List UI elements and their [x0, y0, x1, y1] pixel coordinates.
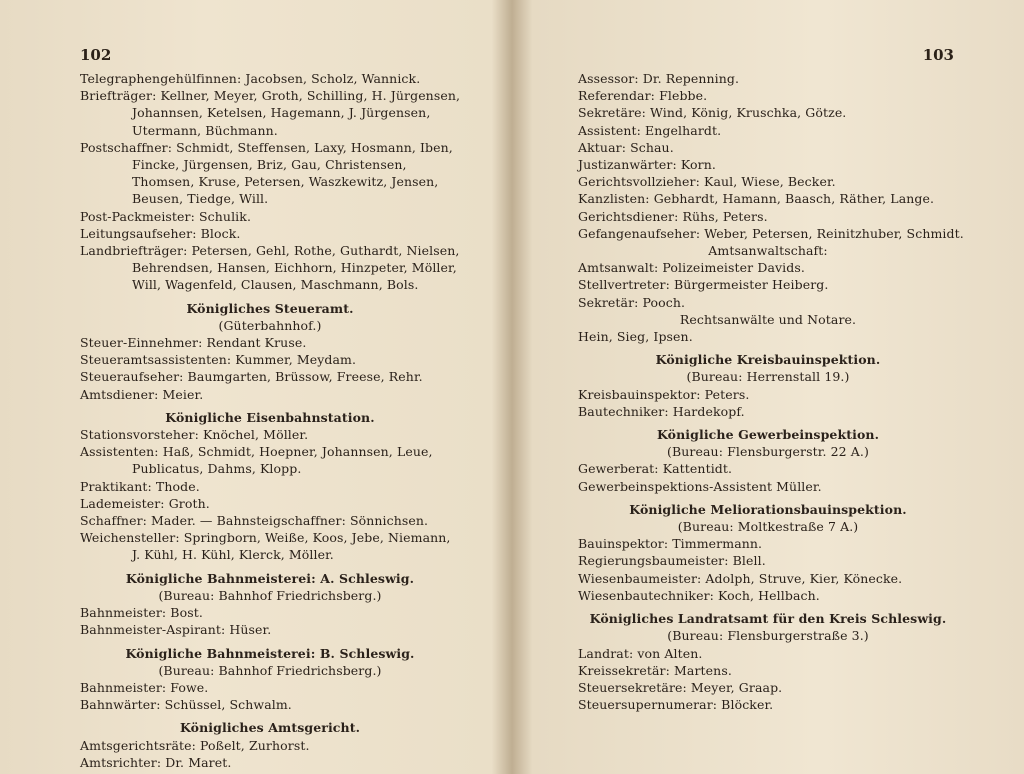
section-subheading: (Bureau: Moltkestraße 7 A.): [677, 519, 859, 535]
section-heading: Königliches Landratsamt für den Kreis Schleswig.: [589, 611, 947, 627]
text-line: Bauinspektor: Timmermann.: [578, 536, 763, 552]
text-line: Leitungsaufseher: Block.: [80, 225, 241, 241]
text-line: Praktikant: Thode.: [80, 478, 200, 494]
text-line: Gewerbeinspektions-Assistent Müller.: [578, 478, 822, 494]
text-line: Gerichtsdiener: Rühs, Peters.: [578, 208, 768, 224]
text-line: Sekretär: Pooch.: [578, 294, 686, 310]
section-subheading: (Bureau: Bahnhof Friedrichsberg.): [158, 587, 382, 603]
text-line: Stellvertreter: Bürgermeister Heiberg.: [578, 277, 829, 293]
text-line: Steuersupernumerar: Blöcker.: [578, 697, 774, 713]
text-line: Post-Packmeister: Schulik.: [80, 208, 252, 224]
section-subheading: Amtsanwaltschaft:: [708, 243, 828, 259]
section-heading: Königliche Eisenbahnstation.: [165, 409, 375, 425]
text-line: Publicatus, Dahms, Klopp.: [132, 461, 302, 477]
section-heading: Königliche Bahnmeisterei: A. Schleswig.: [125, 570, 415, 586]
text-line: Steueramtsassistenten: Kummer, Meydam.: [80, 352, 357, 368]
right-page: [512, 0, 1024, 774]
text-line: Fincke, Jürgensen, Briz, Gau, Christensen,: [132, 157, 407, 173]
text-line: Kanzlisten: Gebhardt, Hamann, Baasch, Räther, Lange.: [578, 191, 935, 207]
section-subheading: (Bureau: Bahnhof Friedrichsberg.): [158, 662, 382, 678]
text-line: Landbriefträger: Petersen, Gehl, Rothe, Guthardt, Nielsen,: [80, 243, 460, 259]
section-heading: Königliche Kreisbauinspektion.: [655, 352, 881, 368]
text-line: Bahnmeister-Aspirant: Hüser.: [80, 622, 272, 638]
text-line: Gewerberat: Kattentidt.: [578, 461, 733, 477]
text-line: Sekretäre: Wind, König, Kruschka, Götze.: [578, 105, 847, 121]
text-line: Will, Wagenfeld, Clausen, Maschmann, Bols.: [132, 277, 419, 293]
text-line: Bautechniker: Hardekopf.: [578, 403, 745, 419]
text-line: Assessor: Dr. Repenning.: [578, 71, 740, 86]
text-line: Hein, Sieg, Ipsen.: [578, 329, 693, 345]
section-subheading: (Bureau: Flensburgerstr. 22 A.): [667, 444, 869, 460]
text-line: Utermann, Büchmann.: [132, 122, 278, 138]
text-line: Behrendsen, Hansen, Eichhorn, Hinzpeter, Möller,: [132, 260, 457, 276]
section-subheading: (Güterbahnhof.): [218, 317, 322, 333]
text-line: Wiesenbaumeister: Adolph, Struve, Kier, Könecke.: [578, 570, 903, 586]
text-line: Johannsen, Ketelsen, Hagemann, J. Jürgensen,: [132, 105, 431, 121]
text-line: Assistent: Engelhardt.: [578, 122, 722, 138]
text-line: Assistenten: Haß, Schmidt, Hoepner, Johannsen, Leue,: [80, 444, 433, 460]
text-line: Amtsdiener: Meier.: [80, 386, 204, 402]
section-heading: Königliches Steueramt.: [186, 300, 354, 316]
text-line: Kreissekretär: Martens.: [578, 662, 732, 678]
section-subheading: (Bureau: Herrenstall 19.): [686, 369, 850, 385]
text-line: Steuer-Einnehmer: Rendant Kruse.: [80, 335, 307, 351]
section-heading: Königliche Meliorationsbauinspektion.: [629, 501, 907, 517]
text-line: Wiesenbautechniker: Koch, Hellbach.: [578, 587, 820, 603]
text-line: Briefträger: Kellner, Meyer, Groth, Schilling, H. Jürgensen,: [80, 88, 461, 104]
text-line: Schaffner: Mader. — Bahnsteigschaffner: Sönnichsen.: [80, 513, 429, 529]
text-line: Bahnmeister: Bost.: [80, 605, 203, 621]
text-line: Steuersekretäre: Meyer, Graap.: [578, 679, 783, 695]
page-number: 102: [80, 46, 112, 64]
text-line: Bahnwärter: Schüssel, Schwalm.: [80, 697, 292, 713]
section-heading: Königliches Amtsgericht.: [179, 720, 361, 736]
text-line: J. Kühl, H. Kühl, Klerck, Möller.: [132, 547, 334, 563]
text-line: Gerichtsvollzieher: Kaul, Wiese, Becker.: [578, 174, 836, 190]
text-line: Kreisbauinspektor: Peters.: [578, 386, 750, 402]
text-line: Regierungsbaumeister: Blell.: [578, 553, 766, 569]
section-heading: Königliche Bahnmeisterei: B. Schleswig.: [125, 645, 415, 661]
text-line: Stationsvorsteher: Knöchel, Möller.: [80, 427, 309, 443]
section-subheading: (Bureau: Flensburgerstraße 3.): [667, 628, 869, 644]
text-line: Beusen, Tiedge, Will.: [132, 191, 269, 207]
text-line: Gefangenaufseher: Weber, Petersen, Reinitzhuber, Schmidt.: [578, 225, 964, 241]
text-line: Referendar: Flebbe.: [578, 88, 708, 104]
page-content: [80, 70, 460, 771]
text-line: Lademeister: Groth.: [80, 495, 210, 511]
text-line: Bahnmeister: Fowe.: [80, 679, 209, 695]
text-line: Amtsrichter: Dr. Maret.: [80, 754, 232, 770]
text-line: Landrat: von Alten.: [578, 645, 703, 661]
text-line: Steueraufseher: Baumgarten, Brüssow, Freese, Rehr.: [80, 369, 423, 385]
text-line: Postschaffner: Schmidt, Steffensen, Laxy, Hosmann, Iben,: [80, 139, 453, 155]
page-content: [578, 70, 964, 713]
text-line: Thomsen, Kruse, Petersen, Waszkewitz, Jensen,: [132, 174, 439, 190]
text-line: Amtsanwalt: Polizeimeister Davids.: [578, 260, 805, 276]
text-line: Telegraphengehülfinnen: Jacobsen, Scholz, Wannick.: [80, 71, 421, 86]
page-number: 103: [922, 46, 954, 64]
text-line: Amtsgerichtsräte: Poßelt, Zurhorst.: [80, 737, 310, 753]
text-line: Aktuar: Schau.: [578, 139, 674, 155]
text-line: Weichensteller: Springborn, Weiße, Koos, Jebe, Niemann,: [80, 530, 451, 546]
text-line: Justizanwärter: Korn.: [578, 157, 716, 173]
section-heading: Königliche Gewerbeinspektion.: [656, 427, 880, 443]
section-subheading: Rechtsanwälte und Notare.: [679, 311, 857, 327]
